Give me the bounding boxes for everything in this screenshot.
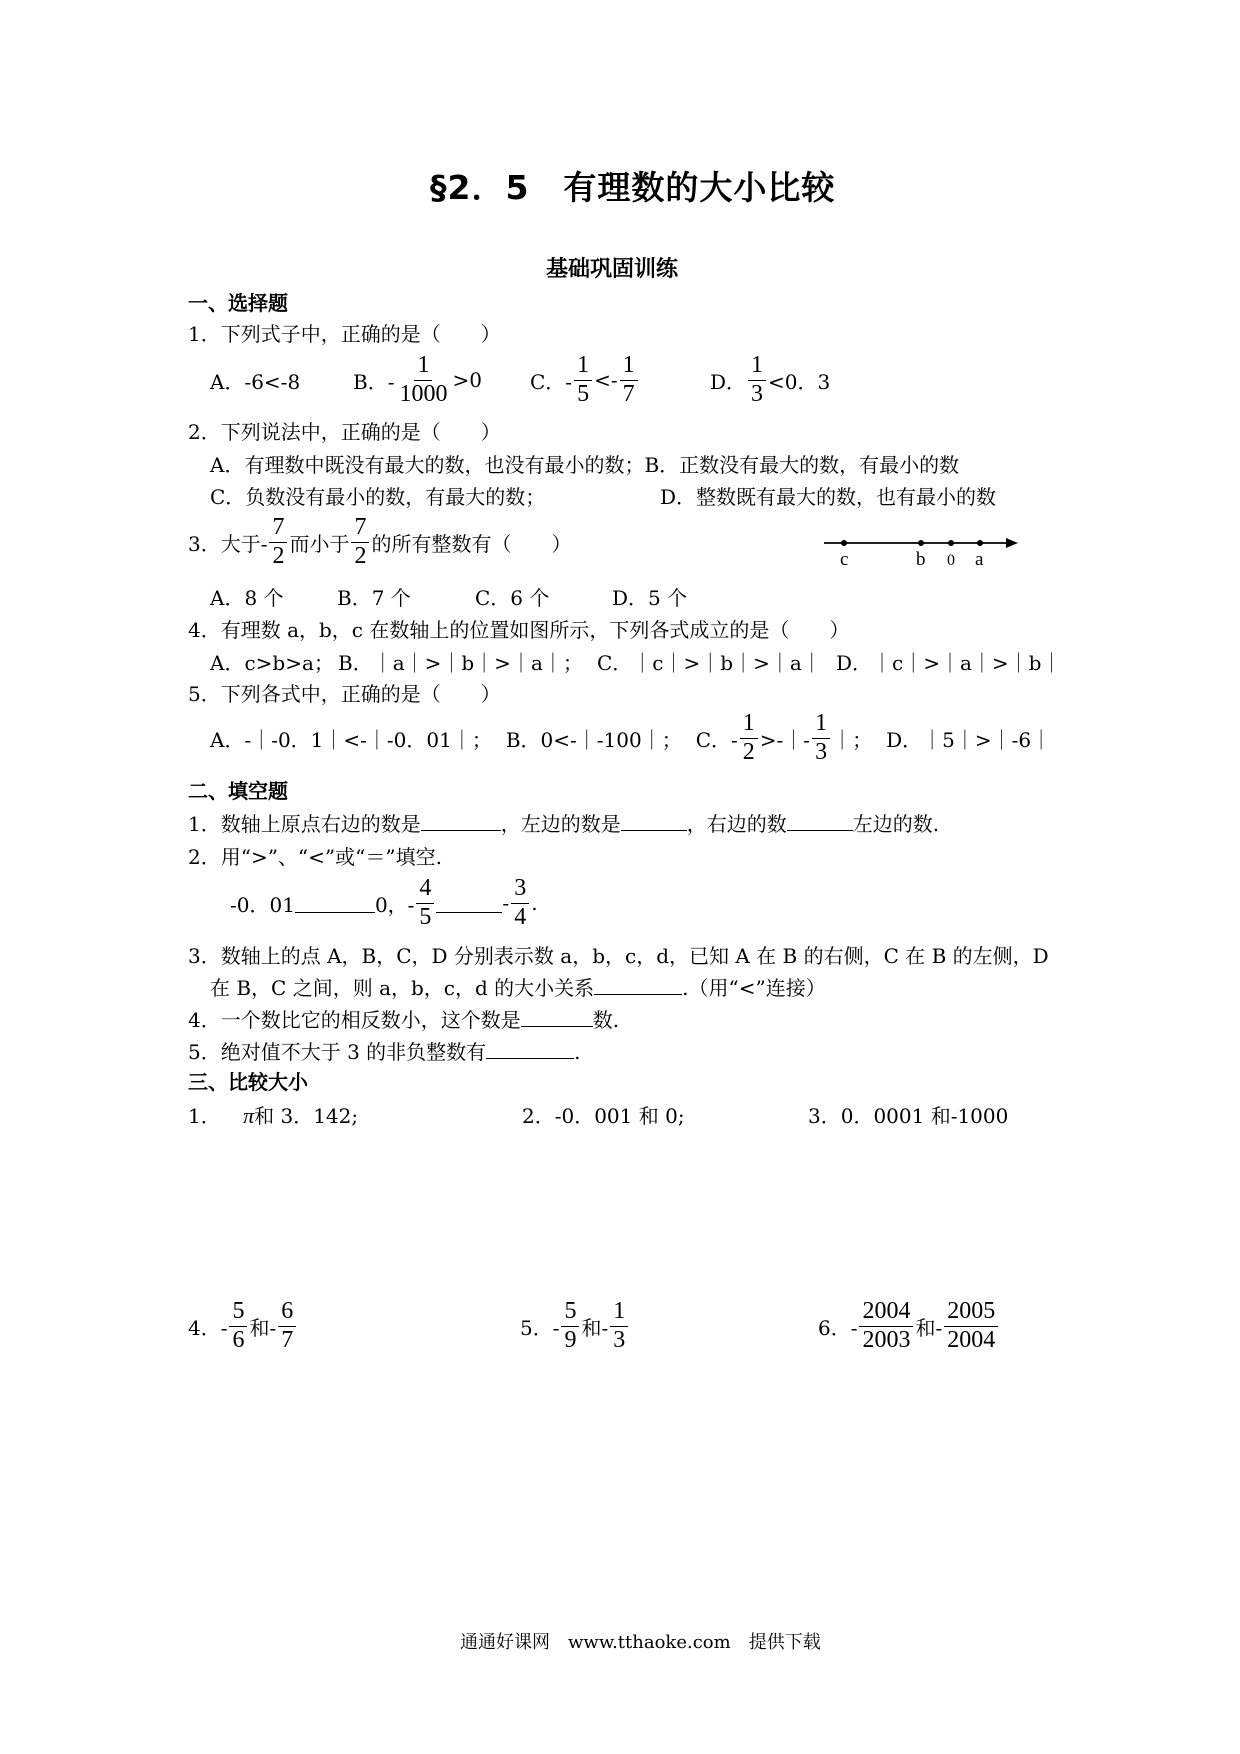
denominator: 1000	[399, 380, 448, 407]
fill-text: 数.	[592, 1008, 620, 1032]
choice-q1-option-b	[353, 348, 482, 412]
compare-text: 4．-	[188, 1315, 228, 1340]
page-subtitle: 基础巩固训练	[546, 257, 679, 282]
section-heading-choice: 一、选择题	[188, 291, 288, 315]
number-line-arrow	[1006, 538, 1018, 548]
denominator: 9	[564, 1326, 577, 1353]
choice-q2-option-d: D．整数既有最大的数，也有最小的数	[660, 485, 997, 509]
compare-text: 1．	[188, 1104, 221, 1128]
fraction	[574, 352, 592, 408]
point-c	[841, 540, 847, 546]
number-line-figure	[820, 525, 1020, 570]
numerator: 1	[748, 352, 766, 381]
option-text: <-	[594, 368, 618, 392]
fill-text: .（用“<”连接）	[682, 976, 826, 1000]
answer-blank[interactable]	[436, 894, 502, 913]
page-footer: 通通好课网 www.tthaoke.com 提供下载	[460, 1632, 821, 1653]
stem-text: 的所有整数有（ ）	[371, 531, 572, 556]
fill-text: 4．一个数比它的相反数小，这个数是	[188, 1008, 521, 1032]
option-text: ｜；	[832, 727, 873, 752]
answer-blank[interactable]	[621, 812, 687, 831]
numerator: 1	[740, 710, 758, 739]
option-label: C．-	[530, 369, 573, 394]
denominator: 5	[577, 380, 590, 407]
fraction	[944, 1298, 998, 1354]
choice-q1-option-d	[710, 348, 830, 412]
point-b	[918, 540, 924, 546]
denominator: 7	[622, 380, 635, 407]
numerator: 7	[269, 514, 287, 543]
choice-q3-option-c: C．6 个	[475, 586, 550, 610]
section-heading-fill: 二、填空题	[188, 779, 288, 803]
fraction	[278, 1298, 296, 1354]
numerator: 5	[561, 1298, 579, 1327]
compare-text: 和 3．142;	[254, 1104, 359, 1128]
answer-blank[interactable]	[787, 812, 853, 831]
numerator: 1	[812, 710, 830, 739]
option-label: D．	[710, 369, 747, 394]
choice-q3-option-a: A．8 个	[210, 586, 284, 610]
compare-text: 和-	[915, 1315, 943, 1340]
numerator: 2005	[944, 1298, 998, 1327]
compare-q6	[818, 1292, 1000, 1360]
option-text: >0	[452, 368, 482, 392]
fill-text: 5．绝对值不大于 3 的非负整数有	[188, 1040, 487, 1064]
choice-q4-option-b: B．｜a｜>｜b｜>｜a｜；	[338, 651, 583, 675]
numerator: 4	[416, 875, 434, 904]
choice-q3-option-b: B．7 个	[337, 586, 411, 610]
numerator: 7	[351, 514, 369, 543]
fraction	[269, 514, 287, 570]
compare-q4	[188, 1292, 298, 1360]
choice-q1-option-c	[530, 348, 640, 412]
pi-symbol: π	[243, 1103, 255, 1128]
numerator: 3	[511, 875, 529, 904]
compare-q5	[520, 1292, 630, 1360]
section-heading-compare: 三、比较大小	[188, 1070, 308, 1094]
fill-text: 左边的数.	[852, 812, 940, 836]
answer-blank[interactable]	[295, 894, 375, 913]
compare-q1	[188, 1100, 358, 1129]
fraction	[620, 352, 638, 408]
fill-text: 在 B，C 之间，则 a，b，c，d 的大小关系	[210, 976, 595, 1000]
fill-q5	[188, 1036, 581, 1065]
numerator: 1	[414, 352, 432, 381]
answer-blank[interactable]	[521, 1008, 593, 1027]
choice-q5-option-d: D．｜5｜>｜-6｜	[886, 727, 1052, 752]
option-label: B．-	[353, 369, 395, 394]
fraction	[561, 1298, 579, 1354]
fraction	[351, 514, 369, 570]
fill-text: -	[502, 891, 510, 915]
denominator: 4	[514, 903, 527, 930]
point-origin	[948, 540, 954, 546]
fill-text: ，右边的数	[686, 812, 787, 836]
choice-q5-option-a: A．-｜-0．1｜<-｜-0．01｜；	[210, 727, 492, 752]
numerator: 1	[610, 1298, 628, 1327]
fraction	[396, 352, 450, 408]
fill-q2-stem: 2．用“>”、“<”或“＝”填空.	[188, 845, 442, 869]
fill-text: 0，-	[374, 892, 415, 917]
choice-q4-option-c: C．｜c｜>｜b｜>｜a｜	[597, 651, 822, 675]
compare-text: 5．-	[520, 1315, 560, 1340]
fill-text: .	[531, 891, 538, 915]
compare-text: 和-	[249, 1315, 277, 1340]
denominator: 2	[742, 738, 755, 765]
option-text: <0．3	[768, 369, 831, 394]
denominator: 2003	[862, 1326, 911, 1353]
choice-q1-option-a	[210, 348, 300, 412]
label-origin: 0	[947, 552, 955, 569]
fraction	[859, 1298, 913, 1354]
denominator: 2004	[947, 1326, 996, 1353]
fraction	[511, 875, 529, 931]
fraction	[229, 1298, 247, 1354]
choice-q4-stem: 4．有理数 a，b，c 在数轴上的位置如图所示，下列各式成立的是（ ）	[188, 618, 850, 642]
denominator: 3	[751, 380, 764, 407]
fill-q1	[188, 808, 939, 837]
option-text: A．-6<-8	[210, 369, 301, 394]
label-c: c	[840, 549, 849, 570]
numerator: 2004	[859, 1298, 913, 1327]
answer-blank[interactable]	[421, 812, 501, 831]
option-text: >-｜-	[759, 727, 811, 752]
choice-q4-option-d: D．｜c｜>｜a｜>｜b｜	[836, 651, 1062, 675]
compare-q3: 3．0．0001 和-1000	[808, 1104, 1009, 1128]
denominator: 3	[613, 1326, 626, 1353]
fill-text: ，左边的数是	[500, 812, 621, 836]
denominator: 2	[272, 542, 285, 569]
fill-q4	[188, 1004, 619, 1033]
denominator: 2	[354, 542, 367, 569]
denominator: 5	[419, 903, 432, 930]
choice-q3-stem	[188, 510, 571, 574]
numerator: 5	[229, 1298, 247, 1327]
fill-q3-line2	[210, 972, 826, 1001]
fill-text: .	[574, 1040, 581, 1064]
stem-text: 而小于	[289, 531, 350, 556]
label-a: a	[975, 549, 984, 570]
numerator: 1	[574, 352, 592, 381]
choice-q5-stem: 5．下列各式中，正确的是（ ）	[188, 682, 501, 706]
fraction	[416, 875, 434, 931]
fill-text: -0．01	[230, 892, 295, 917]
choice-q2-option-c: C．负数没有最小的数，有最大的数；	[210, 485, 546, 509]
fraction	[748, 352, 766, 408]
stem-text: 3．大于-	[188, 531, 268, 556]
fraction	[610, 1298, 628, 1354]
label-b: b	[916, 549, 926, 570]
compare-text: 和-	[581, 1315, 609, 1340]
choice-q5-option-b: B．0<-｜-100｜；	[505, 727, 682, 752]
denominator: 3	[815, 738, 828, 765]
fill-q3-line1: 3．数轴上的点 A，B，C，D 分别表示数 a，b，c，d，已知 A 在 B 的右侧，C 在 B 的左侧，D	[188, 944, 1049, 968]
page-title: §2．5 有理数的大小比较	[430, 168, 836, 207]
fill-text: 1．数轴上原点右边的数是	[188, 812, 421, 836]
choice-q3-option-d: D．5 个	[612, 586, 688, 610]
compare-text: 6．-	[818, 1315, 858, 1340]
answer-blank[interactable]	[486, 1040, 574, 1059]
choice-q4-option-a: A．c>b>a；	[210, 651, 334, 675]
numerator: 1	[620, 352, 638, 381]
choice-q5-options	[210, 706, 1051, 770]
point-a	[977, 540, 983, 546]
fraction	[740, 710, 758, 766]
choice-q2-line1: A．有理数中既没有最大的数，也没有最小的数；B．正数没有最大的数，有最小的数	[210, 453, 960, 477]
compare-q2: 2．-0．001 和 0;	[522, 1104, 685, 1128]
denominator: 7	[281, 1326, 294, 1353]
denominator: 6	[232, 1326, 245, 1353]
fraction	[812, 710, 830, 766]
fill-q2-expressions	[230, 870, 538, 936]
numerator: 6	[278, 1298, 296, 1327]
choice-q5-option-c-label: C．-	[695, 727, 738, 752]
choice-q2-stem: 2．下列说法中，正确的是（ ）	[188, 420, 501, 444]
answer-blank[interactable]	[594, 976, 682, 995]
choice-q1-stem: 1．下列式子中，正确的是（ ）	[188, 322, 501, 346]
